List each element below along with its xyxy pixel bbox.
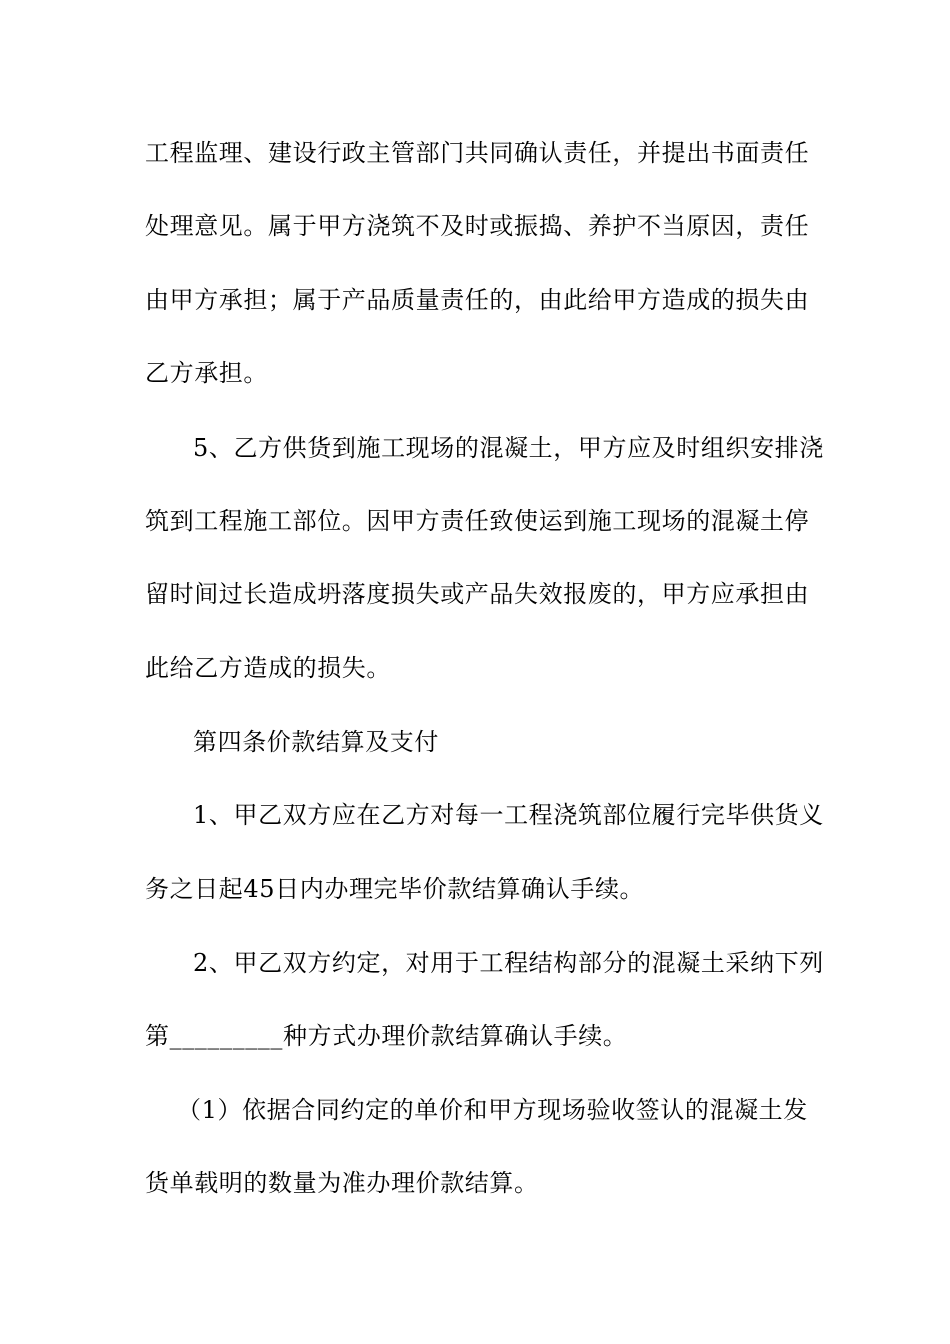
paragraph-line-1: 工程监理、建设行政主管部门共同确认责任，并提出书面责任 <box>145 139 810 167</box>
section-heading-article-4: 第四条价款结算及支付 <box>193 728 439 756</box>
clause-1-line-1: 1、甲乙双方应在乙方对每一工程浇筑部位履行完毕供货义 <box>193 801 824 829</box>
paragraph-line-2: 处理意见。属于甲方浇筑不及时或振捣、养护不当原因，责任 <box>145 212 810 240</box>
clause-5-line-2: 筑到工程施工部位。因甲方责任致使运到施工现场的混凝土停 <box>145 507 810 535</box>
clause-5-line-3: 留时间过长造成坍落度损失或产品失效报废的，甲方应承担由 <box>145 580 810 608</box>
clause-2-line-1: 2、甲乙双方约定，对用于工程结构部分的混凝土采纳下列 <box>193 949 824 977</box>
clause-1-line-2: 务之日起45日内办理完毕价款结算确认手续。 <box>145 875 645 903</box>
clause-5-line-1: 5、乙方供货到施工现场的混凝土，甲方应及时组织安排浇 <box>193 434 824 462</box>
paragraph-line-3: 由甲方承担；属于产品质量责任的，由此给甲方造成的损失由 <box>145 286 810 314</box>
subclause-1-line-1: （1）依据合同约定的单价和甲方现场验收签认的混凝土发 <box>177 1096 808 1124</box>
paragraph-line-4: 乙方承担。 <box>145 359 268 387</box>
clause-2-line-2: 第_________种方式办理价款结算确认手续。 <box>145 1022 628 1050</box>
clause-5-line-4: 此给乙方造成的损失。 <box>145 654 391 682</box>
subclause-1-line-2: 货单载明的数量为准办理价款结算。 <box>145 1169 539 1197</box>
